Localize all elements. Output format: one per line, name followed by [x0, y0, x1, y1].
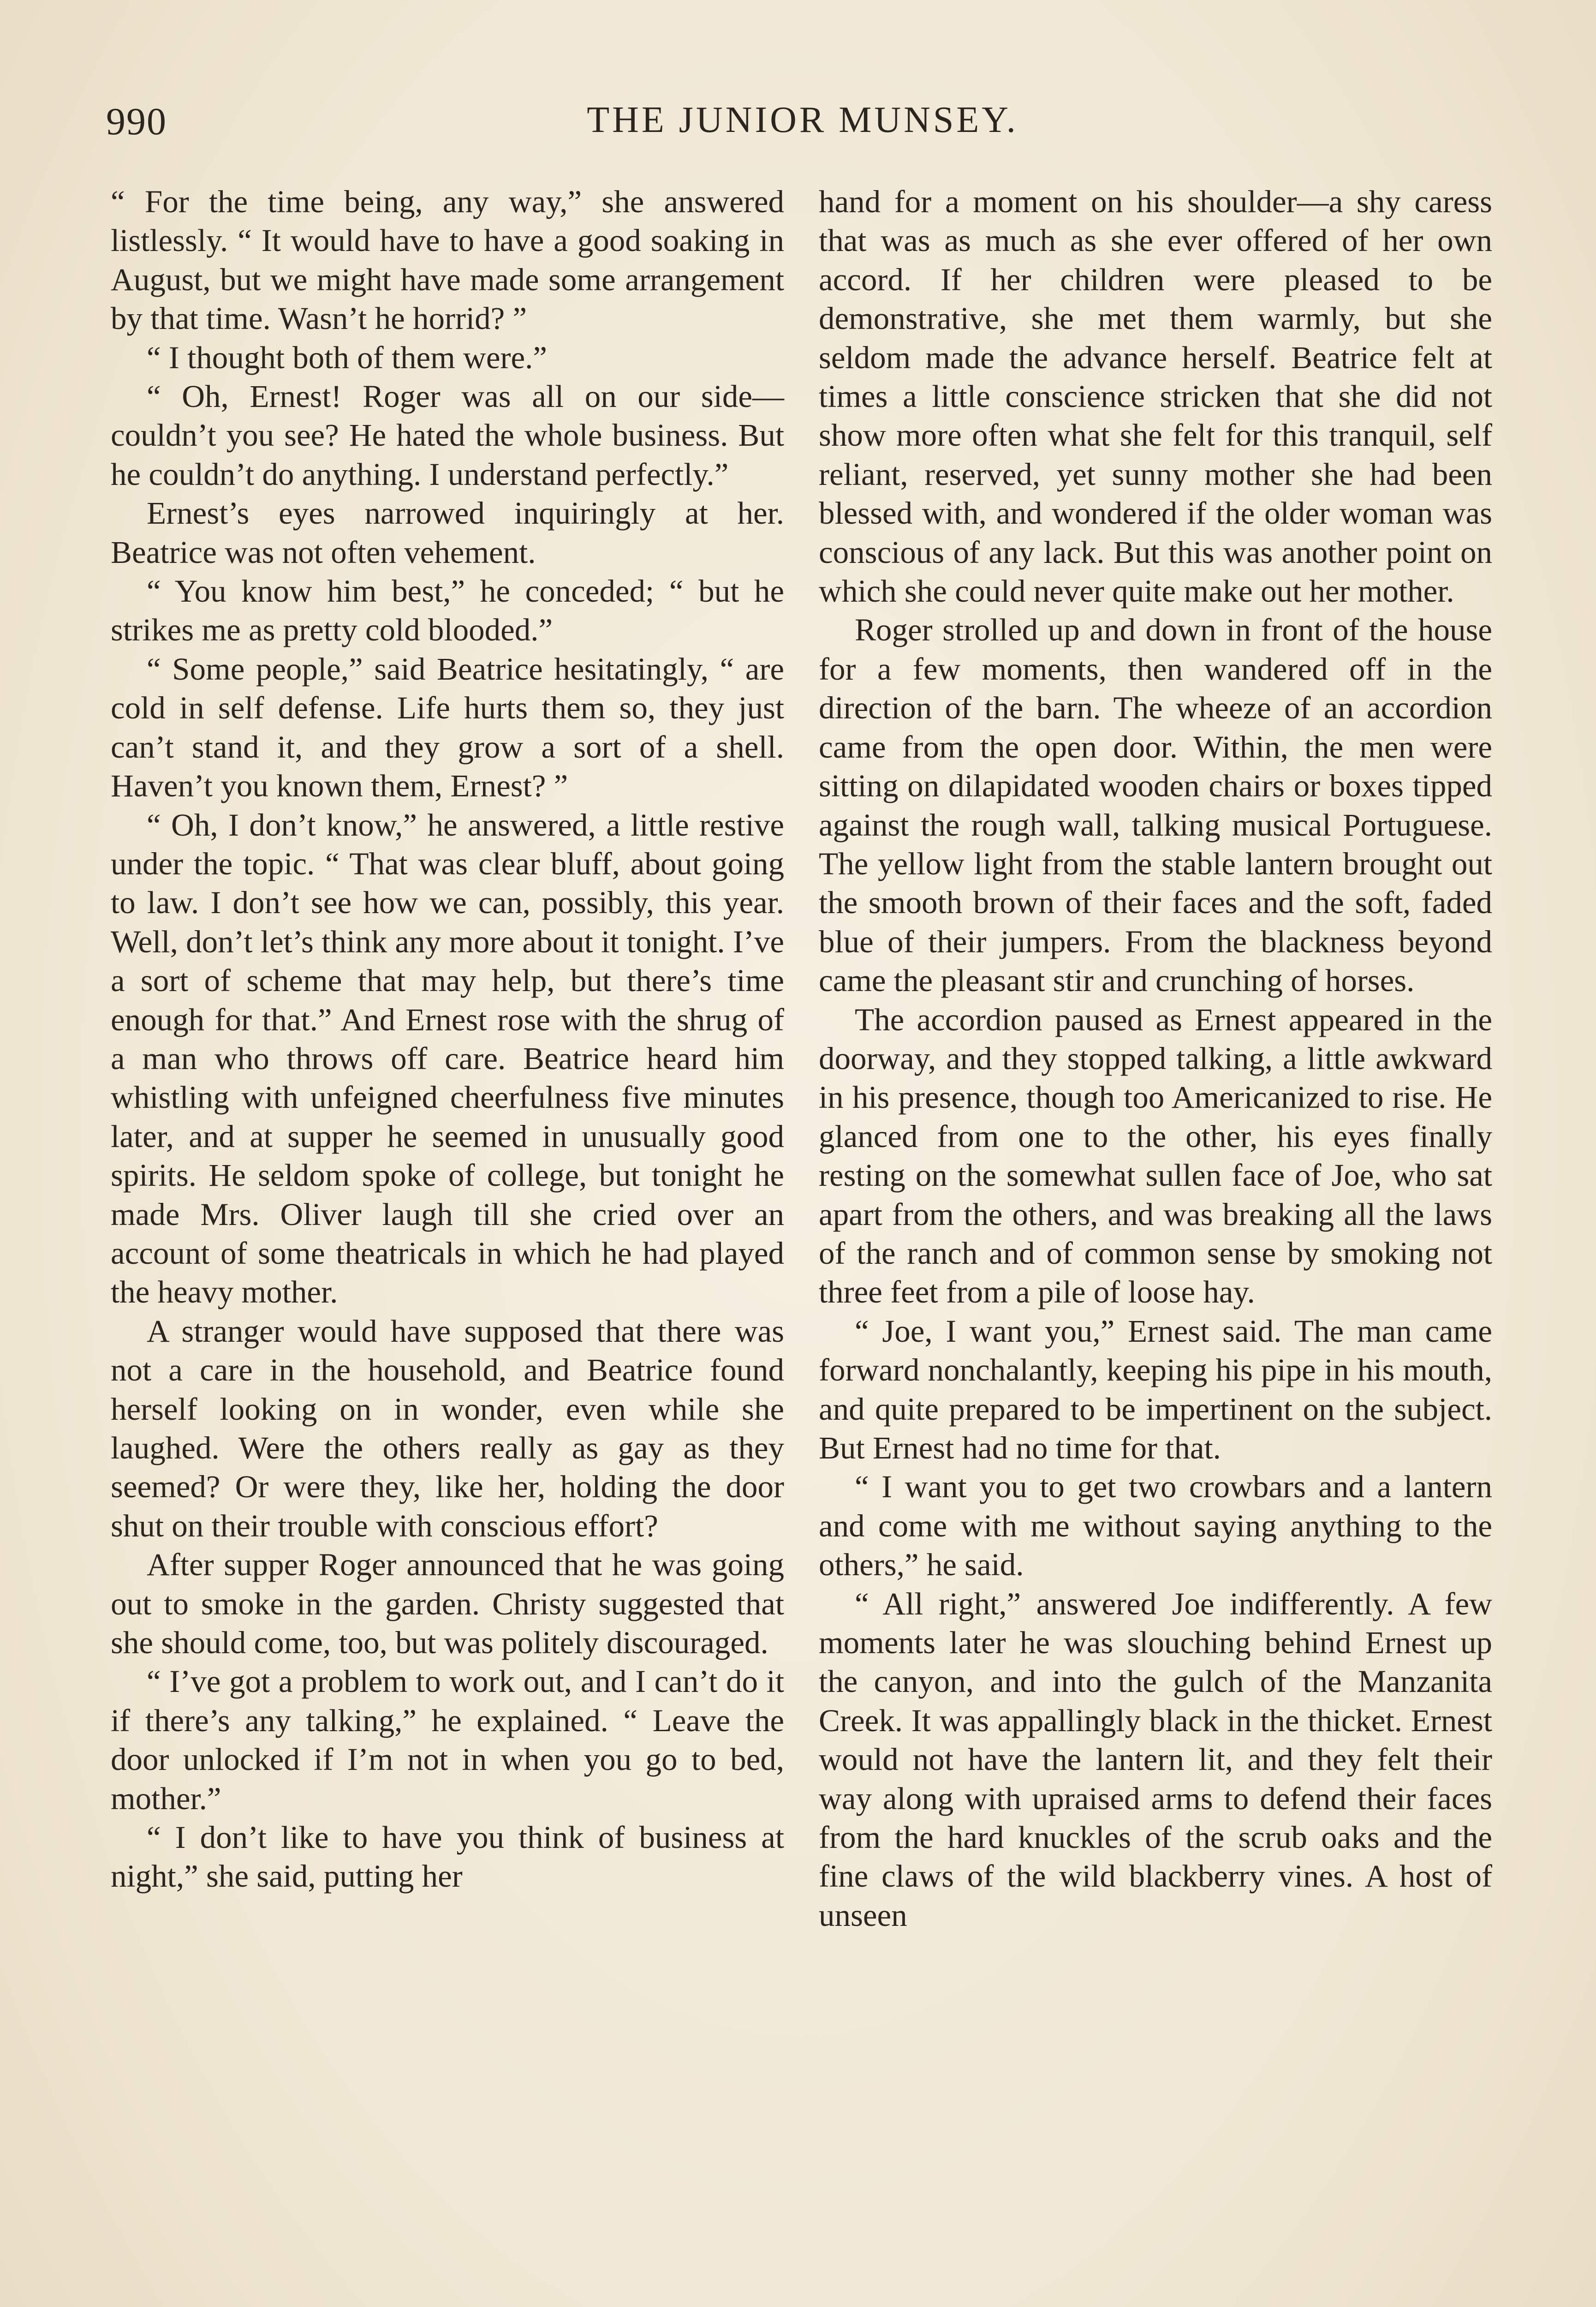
- paragraph: “ You know him best,” he conceded; “ but he strikes me as pretty cold blooded.”: [111, 574, 784, 648]
- paragraph: Ernest’s eyes narrowed inquiringly at her. Beatrice was not often vehement.: [111, 496, 784, 570]
- paragraph-continuation: hand for a moment on his shoulder—a shy caress that was as much as she ever offered of her own accord. If her children were pleased to be demonstrative, she met them warmly, but she seldom made the advance herself. Beatrice felt at times a little conscience stricken that she did not show more often what she felt for this tranquil, self reliant, reserved, yet sunny mother she had been blessed with, and wondered if the older woman was conscious of any lack. But this was another point on which she could never quite make out her mother.: [819, 184, 1492, 609]
- paragraph: “ Oh, Ernest! Roger was all on our side—couldn’t you see? He hated the whole business. But he couldn’t do anything. I understand perfectly.”: [111, 379, 784, 492]
- paragraph: The accordion paused as Ernest appeared in the doorway, and they stopped talking, a little awkward in his presence, though too Americanized to rise. He glanced from one to the other, his eyes finally resting on the somewhat sullen face of Joe, who sat apart from the others, and was breaking all the laws of the ranch and of common sense by smoking not three feet from a pile of loose hay.: [819, 1002, 1492, 1310]
- running-head: THE JUNIOR MUNSEY.: [587, 100, 1018, 140]
- page-number: 990: [106, 100, 167, 143]
- paragraph: A stranger would have supposed that there was not a care in the household, and Beatrice found herself looking on in wonder, even while she laughed. Were the others really as gay as they seemed? Or were they, like her, holding the door shut on their trouble with conscious effort?: [111, 1313, 784, 1543]
- paragraph: Roger strolled up and down in front of the house for a few moments, then wandered off in the direction of the barn. The wheeze of an accordion came from the open door. Within, the men were sitting on dilapidated wooden chairs or boxes tipped against the rough wall, talking musical Portuguese. The yellow light from the stable lantern brought out the smooth brown of their faces and the soft, faded blue of their jumpers. From the blackness beyond came the pleasant stir and crunching of horses.: [819, 612, 1492, 998]
- paragraph: “ I don’t like to have you think of business at night,” she said, putting her: [111, 1820, 784, 1894]
- paragraph: “ For the time being, any way,” she answered listlessly. “ It would have to have a good soaking in August, but we might have made some arrangement by that time. Wasn’t he horrid? ”: [111, 184, 784, 336]
- paragraph: “ I thought both of them were.”: [147, 340, 547, 375]
- paragraph: “ Joe, I want you,” Ernest said. The man came forward nonchalantly, keeping his pipe in his mouth, and quite prepared to be impertinent on the subject. But Ernest had no time for that.: [819, 1313, 1492, 1465]
- page-header: [106, 99, 1499, 155]
- paragraph: After supper Roger announced that he was going out to smoke in the garden. Christy suggested that she should come, too, but was politely discouraged.: [111, 1547, 784, 1661]
- paragraph: “ Some people,” said Beatrice hesitatingly, “ are cold in self defense. Life hurts them so, they just can’t stand it, and they grow a sort of a shell. Haven’t you known them, Ernest? ”: [111, 651, 784, 804]
- paragraph: “ Oh, I don’t know,” he answered, a little restive under the topic. “ That was clear bluff, about going to law. I don’t see how we can, possibly, this year. Well, don’t let’s think any more about it tonight. I’ve a sort of scheme that may help, but there’s time enough for that.” And Ernest rose with the shrug of a man who throws off care. Beatrice heard him whistling with unfeigned cheerfulness five minutes later, and at supper he seemed in unusually good spirits. He seldom spoke of college, but tonight he made Mrs. Oliver laugh till she cried over an account of some theatricals in which he had played the heavy mother.: [111, 807, 784, 1310]
- paragraph: “ I’ve got a problem to work out, and I can’t do it if there’s any talking,” he explained. “ Leave the door unlocked if I’m not in when you go to bed, mother.”: [111, 1664, 784, 1816]
- left-column: [111, 182, 784, 1896]
- right-column: [819, 182, 1492, 1935]
- paragraph: “ I want you to get two crowbars and a lantern and come with me without saying anything to the others,” he said.: [819, 1469, 1492, 1583]
- paragraph: “ All right,” answered Joe indifferently. A few moments later he was slouching behind Ernest up the canyon, and into the gulch of the Manzanita Creek. It was appallingly black in the thicket. Ernest would not have the lantern lit, and they felt their way along with upraised arms to defend their faces from the hard knuckles of the scrub oaks and the fine claws of the wild blackberry vines. A host of unseen: [819, 1586, 1492, 1933]
